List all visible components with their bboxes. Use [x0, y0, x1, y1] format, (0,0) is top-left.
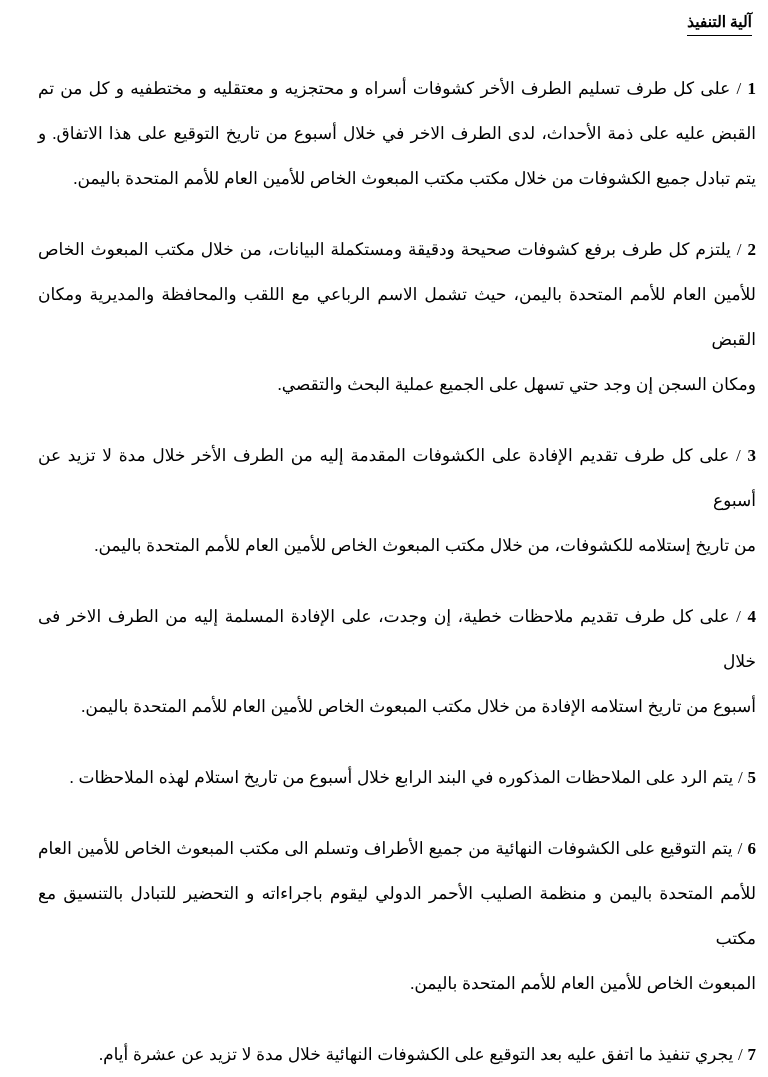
clause-line-text: يتم التوقيع على الكشوفات النهائية من جميع الأطراف وتسلم الى مكتب المبعوث الخاص للأمين العام — [38, 838, 733, 858]
clause-line-text: يتم الرد على الملاحظات المذكوره في البند الرابع خلال أسبوع من تاريخ استلام لهذه الملاحظات . — [69, 767, 734, 787]
clause-number: 3 — [747, 445, 756, 465]
clause-line — [38, 66, 756, 111]
clause-body — [38, 227, 756, 407]
clause-separator: / — [729, 445, 748, 465]
clause-line-text: للأمم المتحدة باليمن و منظمة الصليب الأحمر الدولي ليقوم باجراءاته و التحضير للتبادل بالتنسيق مع مكتب — [38, 883, 756, 948]
clause-item — [38, 433, 756, 568]
clause-line — [38, 826, 756, 871]
clause-item — [38, 66, 756, 201]
clause-line-text: المبعوث الخاص للأمين العام للأمم المتحدة باليمن. — [410, 973, 756, 993]
clause-line-text: من تاريخ إستلامه للكشوفات، من خلال مكتب المبعوث الخاص للأمين العام للأمم المتحدة باليمن. — [94, 535, 756, 555]
clause-line — [38, 227, 756, 272]
clause-number: 2 — [747, 239, 756, 259]
clause-separator: / — [732, 838, 748, 858]
clause-line-text: يلتزم كل طرف برفع كشوفات صحيحة ودقيقة ومستكملة البيانات، من خلال مكتب المبعوث الخاص — [38, 239, 731, 259]
clause-number: 7 — [747, 1044, 756, 1064]
clause-line — [38, 156, 756, 201]
clause-line-text: على كل طرف تسليم الطرف الأخر كشوفات أسراه و محتجزيه و معتقليه و مختطفيه و كل من تم — [38, 78, 731, 98]
clause-number: 5 — [747, 767, 756, 787]
clause-body — [38, 594, 756, 729]
clause-number: 1 — [747, 78, 756, 98]
clause-line — [38, 1032, 756, 1077]
clause-line — [38, 523, 756, 568]
clause-body — [38, 1032, 756, 1077]
clause-line — [38, 362, 756, 407]
clause-line-text: للأمين العام للأمم المتحدة باليمن، حيث تشمل الاسم الرباعي مع اللقب والمحافظة والمديرية ومكان القبض — [38, 284, 756, 349]
clause-item — [38, 227, 756, 407]
clause-separator: / — [733, 1044, 748, 1064]
clause-body — [38, 433, 756, 568]
page-title-text: آلية التنفيذ — [687, 12, 752, 36]
clause-line — [38, 684, 756, 729]
clause-line-text: أسبوع من تاريخ استلامه الإفادة من خلال مكتب المبعوث الخاص للأمين العام للأمم المتحدة باليمن. — [81, 696, 756, 716]
clause-item — [38, 755, 756, 800]
clause-separator: / — [730, 78, 748, 98]
clause-separator: / — [733, 767, 748, 787]
clause-line-text: يتم تبادل جميع الكشوفات من خلال مكتب مكتب المبعوث الخاص للأمين العام للأمم المتحدة باليمن. — [73, 168, 756, 188]
clause-item — [38, 594, 756, 729]
clause-line-text: ومكان السجن إن وجد حتي تسهل على الجميع عملية البحث والتقصي. — [277, 374, 756, 394]
clause-line — [38, 594, 756, 684]
clause-item — [38, 826, 756, 1006]
clause-line — [38, 111, 756, 156]
clause-list — [38, 66, 756, 1077]
clause-body — [38, 66, 756, 201]
clause-separator: / — [729, 606, 748, 626]
clause-line — [38, 272, 756, 362]
clause-number: 4 — [747, 606, 756, 626]
clause-line — [38, 871, 756, 961]
clause-line-text: القبض عليه على ذمة الأحداث، لدى الطرف الاخر في خلال أسبوع من تاريخ التوقيع على هذا الاتفاق. و — [38, 123, 756, 143]
clause-line — [38, 433, 756, 523]
page-title — [38, 12, 752, 36]
clause-line — [38, 755, 756, 800]
clause-line-text: على كل طرف تقديم ملاحظات خطية، إن وجدت، على الإفادة المسلمة إليه من الطرف الاخر فى خلال — [38, 606, 756, 671]
clause-line — [38, 961, 756, 1006]
clause-body — [38, 826, 756, 1006]
clause-item — [38, 1032, 756, 1077]
clause-line-text: يجري تنفيذ ما اتفق عليه بعد التوقيع على الكشوفات النهائية خلال مدة لا تزيد عن عشرة أيام. — [98, 1044, 734, 1064]
clause-body — [38, 755, 756, 800]
clause-number: 6 — [747, 838, 756, 858]
clause-line-text: على كل طرف تقديم الإفادة على الكشوفات المقدمة إليه من الطرف الأخر خلال مدة لا تزيد عن أسبوع — [38, 445, 756, 510]
clause-separator: / — [730, 239, 748, 259]
